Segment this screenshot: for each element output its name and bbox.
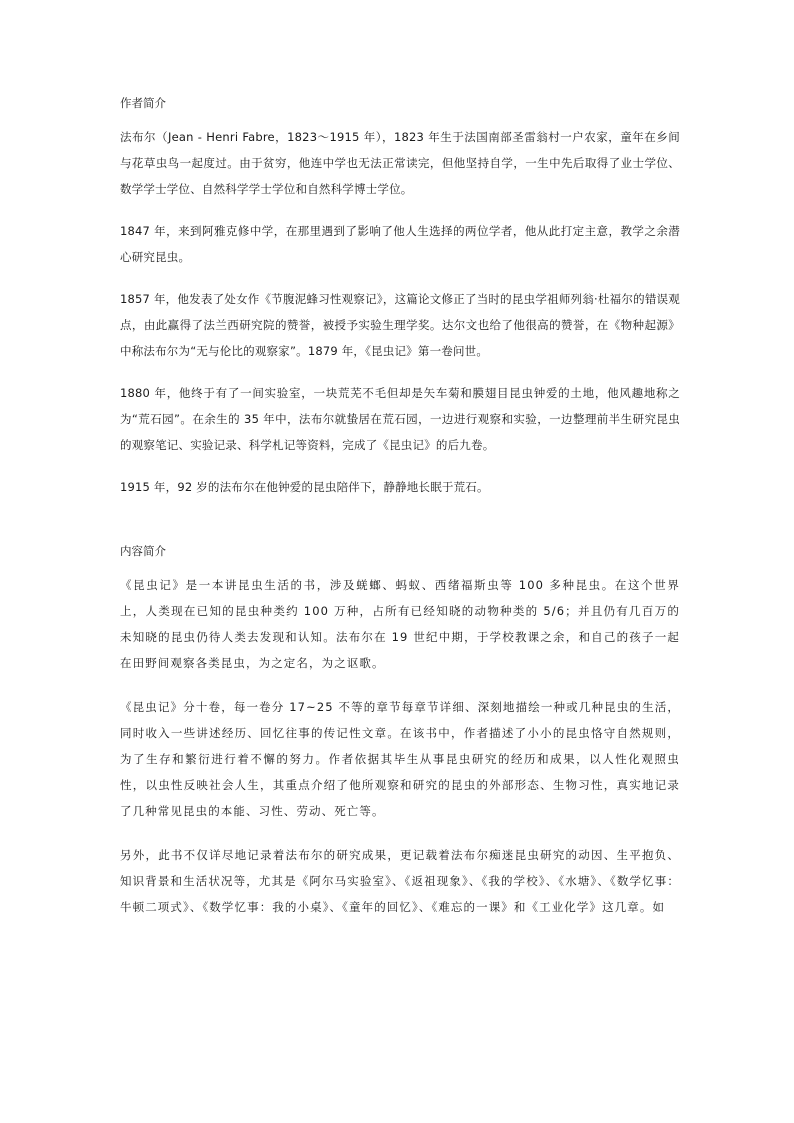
document-page xyxy=(120,96,680,938)
content-section xyxy=(120,544,680,920)
author-heading: 作者简介 xyxy=(120,96,166,110)
content-paragraph-3: 另外，此书不仅详尽地记录着法布尔的研究成果，更记载着法布尔痴迷昆虫研究的动因、生平抱负、知识背景和生活状况等，尤其是《阿尔马实验室》、《返祖现象》、《我的学校》、《水塘》、《数学忆事：牛顿二项式》、《数学忆事：我的小桌》、《童年的回忆》、《难忘的一课》和《工业化学》这几章。如 xyxy=(120,848,680,914)
content-heading: 内容简介 xyxy=(120,544,166,558)
author-paragraph-1: 法布尔（Jean - Henri Fabre，1823～1915 年），1823 年生于法国南部圣雷翁村一户农家，童年在乡间与花草虫鸟一起度过。由于贫穷，他连中学也无法正常读完，但他坚持自学，一生中先后取得了业士学位、数学学士学位、自然科学学士学位和自然科学博士学位。 xyxy=(120,130,680,196)
content-paragraph-2: 《昆虫记》分十卷，每一卷分 17~25 不等的章节每章节详细、深刻地描绘一种或几种昆虫的生活，同时收入一些讲述经历、回忆往事的传记性文章。在该书中，作者描述了小小的昆虫恪守自然规则，为了生存和繁衍进行着不懈的努力。作者依据其毕生从事昆虫研究的经历和成果，以人性化观照虫性，以虫性反映社会人生，其重点介绍了他所观察和研究的昆虫的外部形态、生物习性，真实地记录了几种常见昆虫的本能、习性、劳动、死亡等。 xyxy=(120,700,680,818)
author-paragraph-4: 1880 年，他终于有了一间实验室，一块荒芜不毛但却是矢车菊和膜翅目昆虫钟爱的土地，他风趣地称之为“荒石园”。在余生的 35 年中，法布尔就蛰居在荒石园，一边进行观察和实验，一边整理前半生研究昆虫的观察笔记、实验记录、科学札记等资料，完成了《昆虫记》的后九卷。 xyxy=(120,386,680,452)
author-paragraph-5: 1915 年，92 岁的法布尔在他钟爱的昆虫陪伴下，静静地长眠于荒石。 xyxy=(120,480,489,494)
author-paragraph-3: 1857 年，他发表了处女作《节腹泥蜂习性观察记》，这篇论文修正了当时的昆虫学祖师列翁·杜福尔的错误观点，由此赢得了法兰西研究院的赞誉，被授予实验生理学奖。达尔文也给了他很高的赞誉，在《物种起源》中称法布尔为“无与伦比的观察家”。1879 年，《昆虫记》第一卷问世。 xyxy=(120,292,680,358)
author-paragraph-2: 1847 年，来到阿雅克修中学，在那里遇到了影响了他人生选择的两位学者，他从此打定主意，教学之余潜心研究昆虫。 xyxy=(120,224,680,264)
author-section xyxy=(120,96,680,500)
content-paragraph-1: 《昆虫记》是一本讲昆虫生活的书，涉及蜣螂、蚂蚁、西绪福斯虫等 100 多种昆虫。在这个世界上，人类现在已知的昆虫种类约 100 万种，占所有已经知晓的动物种类的 5/6；并且仍有几百万的未知晓的昆虫仍待人类去发现和认知。法布尔在 19 世纪中期，于学校教课之余，和自己的孩子一起在田野间观察各类昆虫，为之定名，为之讴歌。 xyxy=(120,578,680,670)
